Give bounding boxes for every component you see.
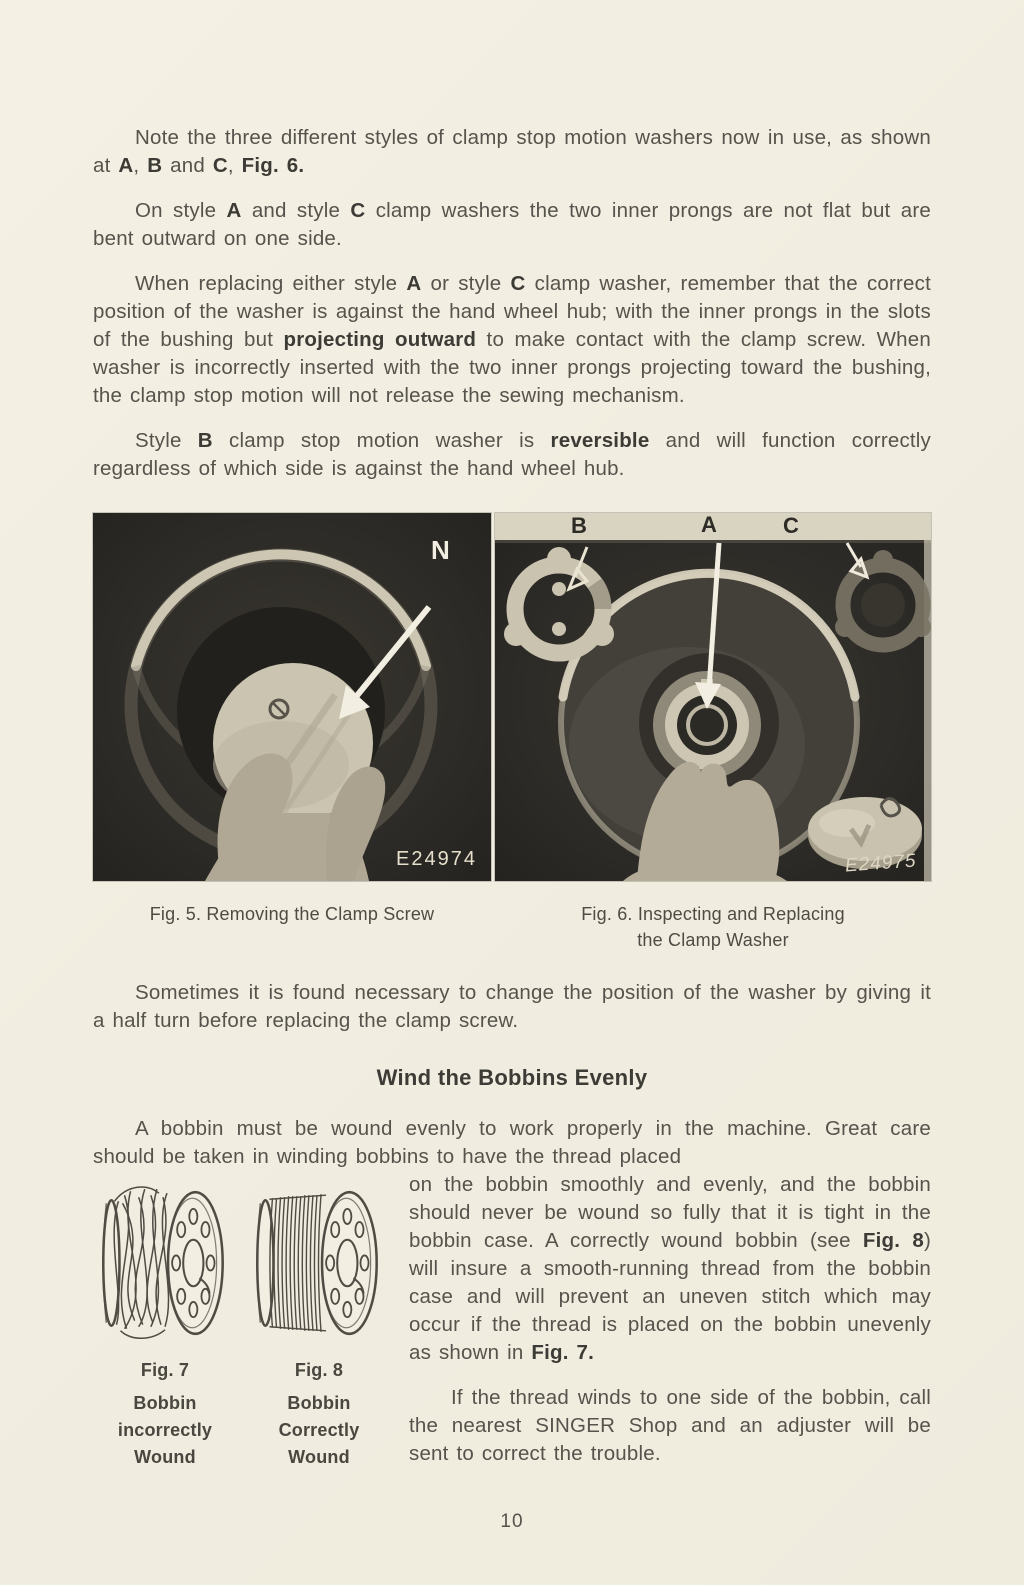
figure-7: [93, 1177, 237, 1471]
fig8-caption-line2: Correctly: [278, 1420, 360, 1440]
fig8-bobbin-correct-illustration: [248, 1177, 390, 1349]
fig7-bobbin-incorrect-illustration: [94, 1177, 236, 1349]
fig8-caption-line3: Wound: [288, 1447, 350, 1467]
fig5-label-n: N: [431, 535, 450, 565]
page-number: 10: [500, 1511, 524, 1532]
fig5-caption: Fig. 5. Removing the Clamp Screw: [149, 904, 435, 924]
figure-5: [93, 513, 491, 953]
fig5-watermark: E24974: [396, 848, 477, 870]
fig6-label-b: B: [571, 513, 587, 538]
paragraph-bobbin-intro: A bobbin must be wound evenly to work properly in the machine. Great care should be taken in winding bobbins to have the thread placed: [93, 1117, 931, 1168]
fig8-caption: [247, 1357, 391, 1471]
fig6-photo-illustration: [495, 513, 931, 881]
fig5-photo: [93, 513, 491, 881]
paragraph-style-b-reversible: Style B clamp stop motion washer is reversible and will function correctly regardless of which side is against the hand wheel hub.: [93, 429, 931, 480]
fig7-caption-line2: incorrectly: [117, 1420, 213, 1440]
fig6-photo: [495, 513, 931, 881]
fig7-caption-line1: Bobbin: [133, 1393, 197, 1413]
manual-page: [93, 0, 931, 1533]
paragraph-style-a-c-prongs: On style A and style C clamp washers the two inner prongs are not flat but are bent outward on one side.: [93, 199, 931, 250]
paragraph-replacing-washer: When replacing either style A or style C clamp washer, remember that the correct position of the washer is against the hand wheel hub; with the inner prongs in the slots of the bushing but projecting outward to make contact with the clamp screw. When washer is incorrectly inserted with the two inner prongs projecting toward the bushing, the clamp stop motion will not release the sewing mechanism.: [93, 272, 932, 407]
section-heading-wind-bobbins: Wind the Bobbins Evenly: [376, 1065, 648, 1090]
fig6-caption-line2: the Clamp Washer: [637, 930, 789, 950]
paragraph-singer-shop: If the thread winds to one side of the bobbin, call the nearest SINGER Shop and an adjuster will be sent to correct the trouble.: [409, 1386, 931, 1465]
paragraph-washer-styles: Note the three different styles of clamp stop motion washers now in use, as shown at A, B and C, Fig. 6.: [93, 126, 931, 177]
fig8-caption-line1: Bobbin: [287, 1393, 351, 1413]
fig6-watermark: E24975: [844, 850, 918, 877]
fig7-caption-line3: Wound: [134, 1447, 196, 1467]
fig5-photo-illustration: [93, 513, 491, 881]
fig6-caption-line1: Fig. 6. Inspecting and Replacing: [581, 904, 845, 924]
fig6-caption: [495, 901, 931, 953]
fig6-label-c: C: [783, 513, 799, 538]
paragraph-bobbin-continued: on the bobbin smoothly and evenly, and the bobbin should never be wound so fully that it is tight in the bobbin case. A correctly wound bobbin (see Fig. 8) will insure a smooth-running thread from the bobbin case and will prevent an uneven stitch which may occur if the thread is placed on the bobbin unevenly as shown in Fig. 7.: [409, 1173, 931, 1364]
fig6-label-a: A: [701, 512, 717, 537]
fig8-caption-title: Fig. 8: [294, 1360, 344, 1380]
figure-row: [93, 513, 931, 953]
bobbin-figures: [93, 1177, 391, 1471]
figure-8: [247, 1177, 391, 1471]
fig7-caption-title: Fig. 7: [140, 1360, 190, 1380]
figure-6: [495, 513, 931, 953]
fig7-caption: [93, 1357, 237, 1471]
paragraph-half-turn: Sometimes it is found necessary to change the position of the washer by giving it a half turn before replacing the clamp screw.: [93, 981, 931, 1032]
